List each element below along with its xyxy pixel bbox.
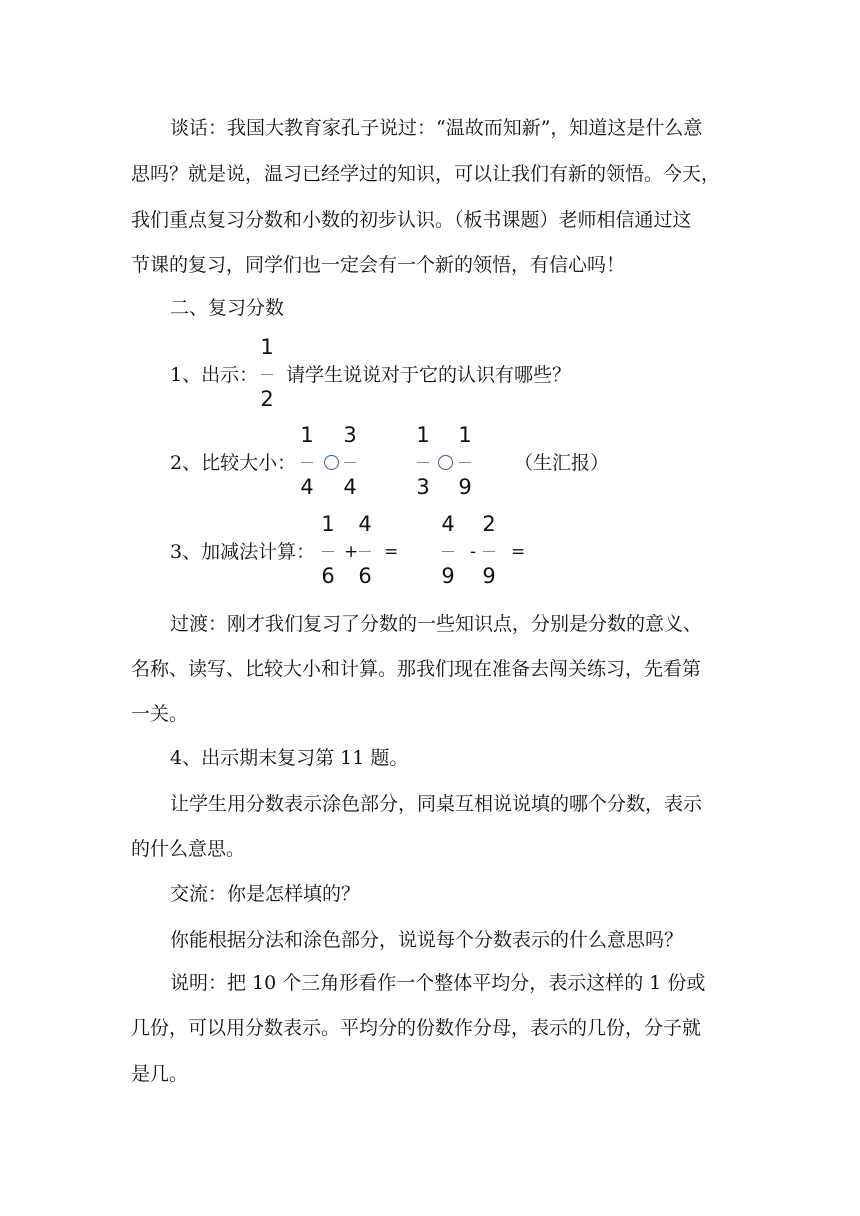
intro-line-1: 谈话：我国大教育家孔子说过：“温故而知新”，知道这是什么意 [170,117,703,139]
item2-note: （生汇报） [514,452,610,474]
explanation-line-2: 几份，可以用分数表示。平均分的份数作分母，表示的几份，分子就 [131,1017,702,1039]
item1-label: 1、出示： [170,364,259,386]
minus-operator: - [470,542,477,562]
transition-line-2: 名称、读写、比较大小和计算。那我们现在准备去闯关练习，先看第 [131,658,702,680]
fraction-1-4: 1 4 [300,423,314,499]
item3-label: 3、加减法计算： [170,541,316,563]
intro-line-2: 思吗？就是说，温习已经学过的知识，可以让我们有新的领悟。今天， [131,163,721,185]
intro-line-4: 节课的复习，同学们也一定会有一个新的领悟，有信心吗！ [131,254,626,276]
instruction-line-2: 的什么意思。 [131,838,246,860]
item2-label: 2、比较大小： [170,452,297,474]
instruction-line-1: 让学生用分数表示涂色部分，同桌互相说说填的哪个分数，表示 [170,793,703,815]
item1-text: 请学生说说对于它的认识有哪些？ [286,364,572,386]
fraction-1-3: 1 3 [416,423,430,499]
section-heading: 二、复习分数 [170,297,285,319]
fraction-2-9: 2 9 [482,512,496,588]
item3-line [0,512,860,588]
intro-line-3: 我们重点复习分数和小数的初步认识。（板书课题）老师相信通过这 [131,209,692,231]
compare-circle-icon[interactable] [324,455,339,470]
explanation-line-1: 说明：把 10 个三角形看作一个整体平均分，表示这样的 1 份或 [170,972,706,994]
fraction-1-6: 1 6 [321,512,335,588]
item4-line: 4、出示期末复习第 11 题。 [170,747,409,769]
fraction-3-4: 3 4 [343,423,357,499]
item1-line [0,335,860,411]
item2-line [0,423,860,499]
fraction-4-9: 4 9 [441,512,455,588]
equals-sign: = [384,542,399,562]
fraction-4-6: 4 6 [358,512,372,588]
transition-line-3: 一关。 [131,703,189,725]
fraction-one-half: 1 2 [260,335,274,411]
fraction-1-9: 1 9 [458,423,472,499]
transition-line-1: 过渡：刚才我们复习了分数的一些知识点，分别是分数的意义、 [170,613,703,635]
fraction-bar [261,374,273,375]
plus-operator: + [344,542,359,562]
compare-circle-icon[interactable] [438,455,453,470]
explanation-line-3: 是几。 [131,1063,189,1085]
question-line: 你能根据分法和涂色部分，说说每个分数表示的什么意思吗？ [170,929,684,951]
equals-sign: = [511,542,526,562]
exchange-line: 交流：你是怎样填的？ [170,883,361,905]
